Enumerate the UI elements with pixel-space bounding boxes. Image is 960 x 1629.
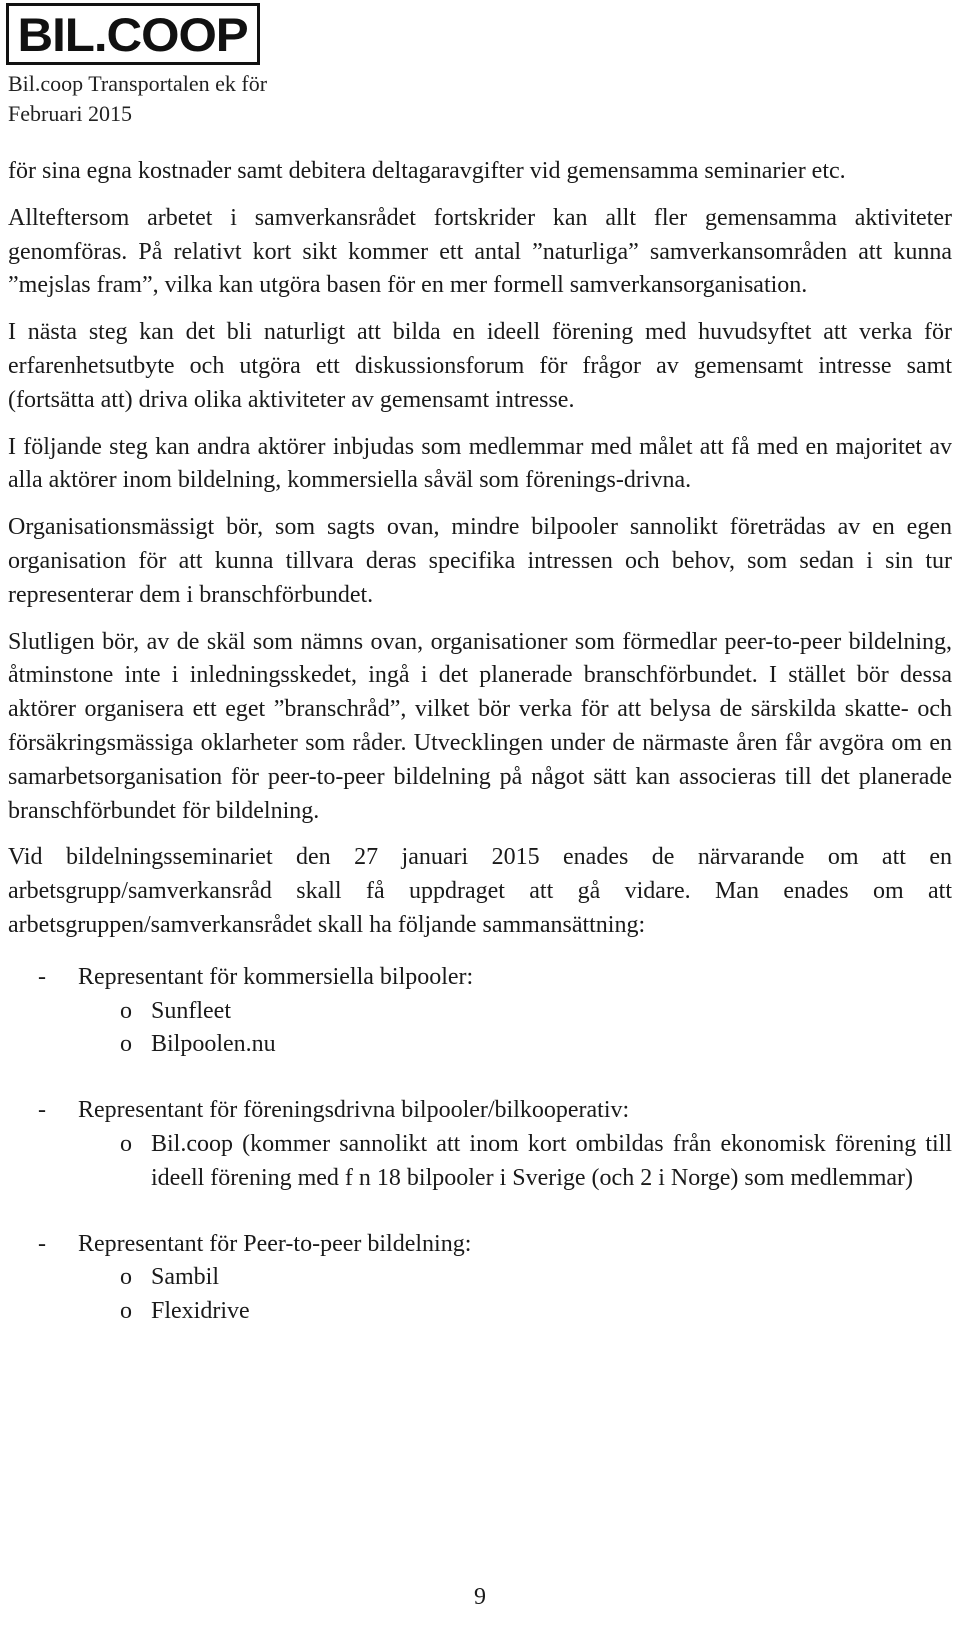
paragraph: I följande steg kan andra aktörer inbjudas som medlemmar med målet att få med en majoritet av alla aktörer inom bildelning, kommersiella såväl som förenings-drivna.	[8, 433, 952, 494]
list-item	[78, 1295, 952, 1329]
company-logo	[6, 3, 260, 65]
list-group	[8, 1228, 952, 1329]
sub-list	[78, 1128, 952, 1196]
list-item-text: Bilpoolen.nu	[151, 1031, 276, 1058]
paragraph: I nästa steg kan det bli naturligt att bilda en ideell förening med huvudsyftet att verka för erfarenhetsutbyte och utgöra ett diskussionsforum för frågor av gemensamt intresse samt (fortsätta att) driva olika aktiviteter av gemensamt intresse.	[8, 319, 952, 413]
sub-list	[78, 995, 952, 1063]
list-item-text: Sambil	[151, 1264, 220, 1291]
list-group-label: Representant för kommersiella bilpooler:	[78, 963, 474, 990]
paragraph: Allteftersom arbetet i samverkansrådet fortskrider kan allt fler gemensamma aktiviteter genomföras. På relativt kort sikt kommer ett antal ”naturliga” samverkansområden att kunna ”mejslas fram”, vilka kan utgöra basen för en mer formell samverkansorganisation.	[8, 204, 952, 299]
paragraph: för sina egna kostnader samt debitera deltagaravgifter vid gemensamma seminarier etc.	[8, 158, 846, 184]
sub-list	[78, 1261, 952, 1329]
dash-bullet: -	[38, 963, 46, 990]
doc-title-line2: Februari 2015	[8, 101, 133, 126]
list-group	[8, 961, 952, 1062]
page-number: 9	[474, 1584, 486, 1610]
doc-title-line1: Bil.coop Transportalen ek för	[8, 71, 268, 96]
list-item-text: Flexidrive	[151, 1298, 250, 1325]
list-item	[78, 995, 952, 1029]
o-bullet: o	[120, 1130, 132, 1157]
document-body	[8, 155, 952, 1361]
paragraph: Organisationsmässigt bör, som sagts ovan, mindre bilpooler sannolikt företrädas av en egen organisation för att kunna tillvara deras specifika intressen och behov, som sedan i sin tur representerar dem i branschförbundet.	[8, 514, 952, 608]
representation-list	[8, 961, 952, 1329]
dash-bullet: -	[38, 1097, 46, 1124]
paragraph: Vid bildelningsseminariet den 27 januari 2015 enades de närvarande om att en arbetsgrupp/samverkansråd skall få uppdraget att gå vidare. Man enades om att arbetsgruppen/samverkansrådet skall ha följande sammansättning:	[8, 844, 952, 938]
list-item	[78, 1261, 952, 1295]
paragraph: Slutligen bör, av de skäl som nämns ovan, organisationer som förmedlar peer-to-peer bildelning, åtminstone inte i inledningsskedet, ingå i det planerade branschförbundet. I stället bör dessa aktörer organisera ett eget ”branschråd”, vilket bör verka för att belysa de särskilda skatte- och försäkringsmässiga oklarheter som råder. Utvecklingen under de närmaste åren får avgöra om en samarbetsorganisation för peer-to-peer bildelning på något sätt kan associeras till det planerade branschförbundet för bildelning.	[8, 628, 952, 824]
list-group-label: Representant för föreningsdrivna bilpooler/bilkooperativ:	[78, 1097, 630, 1124]
list-item	[78, 1128, 952, 1196]
list-item-text: Bil.coop (kommer sannolikt att inom kort ombildas från ekonomisk förening till ideell förening med f n 18 bilpooler i Sverige (och 2 i Norge) som medlemmar)	[151, 1130, 952, 1191]
logo-text: BIL.COOP	[17, 7, 249, 61]
o-bullet: o	[120, 997, 132, 1024]
document-header	[8, 69, 267, 129]
list-group	[8, 1094, 952, 1195]
list-item	[78, 1028, 952, 1062]
o-bullet: o	[120, 1031, 132, 1058]
list-item-text: Sunfleet	[151, 997, 231, 1024]
list-group-label: Representant för Peer-to-peer bildelning:	[78, 1230, 472, 1257]
o-bullet: o	[120, 1298, 132, 1325]
o-bullet: o	[120, 1264, 132, 1291]
dash-bullet: -	[38, 1230, 46, 1257]
